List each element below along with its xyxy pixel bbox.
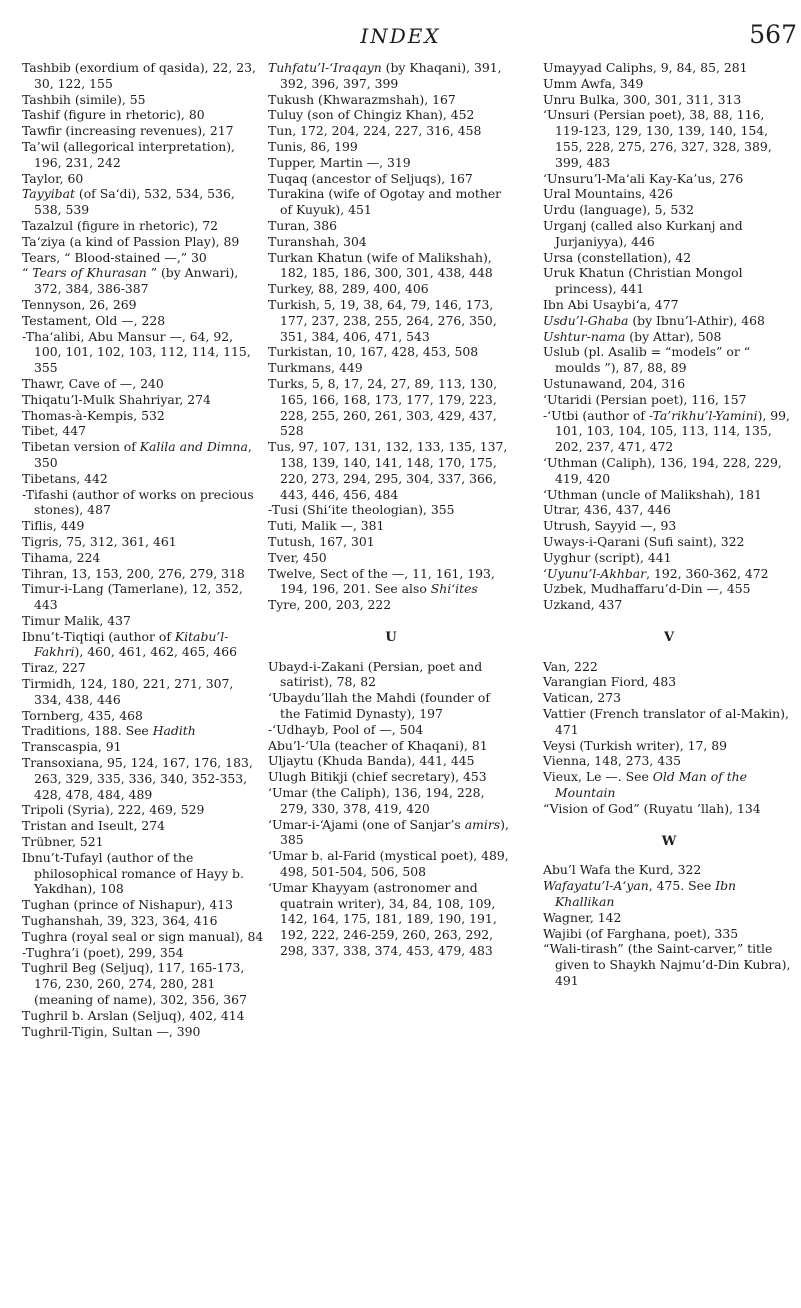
index-entry: [22, 123, 264, 139]
index-entry: [22, 518, 264, 534]
index-entry-text: Urdu (language), 5, 532: [543, 202, 695, 218]
index-entry-text: Tiflis, 449: [22, 518, 85, 534]
index-entry: [22, 629, 264, 661]
index-entry: [22, 186, 264, 218]
index-entry: [22, 581, 264, 613]
index-column-1: [22, 60, 264, 1039]
index-entry-text: Tutush, 167, 301: [268, 533, 375, 549]
index-entry: [22, 139, 264, 171]
index-entry-text: Thiqatu’l-Mulk Shahriyar, 274: [22, 391, 211, 407]
index-entry: [268, 281, 514, 297]
index-entry: [22, 265, 264, 297]
index-entry-italic: amirs: [464, 816, 501, 832]
index-entry-text: Uslub (pl. Asalib = “models” or “ moulds ”), 87, 88, 89: [543, 344, 751, 376]
index-entry: [22, 834, 264, 850]
index-entry-text: Tornberg, 435, 468: [22, 707, 143, 723]
index-entry: [543, 297, 795, 313]
index-entry: [22, 739, 264, 755]
index-entry-text: Tibetans, 442: [22, 470, 108, 486]
index-entry-text: ), 99, 101, 103, 104, 105, 113, 114, 135, 202, 237, 471, 472: [555, 407, 790, 455]
index-entry-text: Utrush, Sayyid —, 93: [543, 518, 677, 534]
index-entry: [22, 250, 264, 266]
index-entry-text: Turan, 386: [268, 217, 338, 233]
index-entry-text: ‘Umar-i-‘Ajami (one of Sanjar’s: [268, 816, 465, 832]
index-entry: [22, 660, 264, 676]
index-entry: [268, 566, 514, 598]
index-entry: [543, 202, 795, 218]
index-entry: [22, 487, 264, 519]
index-entry-text: ‘Uthman (Caliph), 136, 194, 228, 229, 419, 420: [543, 454, 782, 486]
index-entry-text: Tughanshah, 39, 323, 364, 416: [22, 913, 218, 929]
index-entry-text: Tripoli (Syria), 222, 469, 529: [22, 802, 205, 818]
index-entry: [543, 186, 795, 202]
index-entry: [543, 313, 795, 329]
index-entry: [22, 92, 264, 108]
index-entry: [268, 738, 514, 754]
index-entry-text: Abu’l-‘Ula (teacher of Khaqani), 81: [268, 737, 488, 753]
index-entry: [268, 502, 514, 518]
index-entry-italic: Ibn Khallikan: [555, 878, 737, 910]
index-entry-text: Ustunawand, 204, 316: [543, 375, 686, 391]
index-entry-text: -‘Utbi (author of: [543, 407, 649, 423]
section-letter-w: W: [661, 833, 677, 849]
index-entry-text: (by Attar), 508: [625, 328, 722, 344]
index-entry-text: Traditions, 188. See: [22, 723, 153, 739]
index-entry-text: Tashbih (simile), 55: [22, 91, 146, 107]
index-entry: [22, 60, 264, 92]
index-entry: [22, 234, 264, 250]
index-entry-text: Uruk Khatun (Christian Mongol princess), 441: [543, 265, 743, 297]
index-entry: [268, 753, 514, 769]
index-entry-italic: Old Man of the Mountain: [555, 769, 747, 801]
index-entry: [543, 706, 795, 738]
index-entry: [22, 408, 264, 424]
index-entry-text: Tver, 450: [268, 549, 327, 565]
index-entry-text: Tughril Beg (Seljuq), 117, 165-173, 176, 230, 260, 274, 280, 281 (meaning of name), 302, 356, 367: [22, 960, 247, 1008]
index-entry: [543, 690, 795, 706]
index-entry: [268, 848, 514, 880]
index-entry-text: Ursa (constellation), 42: [543, 249, 692, 265]
index-entry-text: Turkistan, 10, 167, 428, 453, 508: [268, 344, 479, 360]
index-entry-text: Uyghur (script), 441: [543, 549, 672, 565]
index-entry: [22, 107, 264, 123]
index-entry-italic: Tuhfatu’l-‘Iraqayn: [268, 60, 382, 75]
index-entry-text: Tuluy (son of Chingiz Khan), 452: [268, 107, 475, 123]
index-entry-text: Urganj (called also Kurkanj and Jurjaniyya), 446: [543, 217, 743, 249]
index-entry: [22, 960, 264, 1007]
index-entry-italic: Kalila and Dimna: [139, 439, 248, 455]
index-entry: [543, 265, 795, 297]
index-entry: [268, 234, 514, 250]
section-letter-v: V: [663, 629, 675, 645]
index-entry: [543, 392, 795, 408]
index-entry-text: -Tifashi (author of works on precious stones), 487: [22, 486, 254, 518]
index-entry: [543, 76, 795, 92]
index-entry: [543, 862, 795, 878]
index-entry: [543, 941, 795, 988]
index-entry: [543, 171, 795, 187]
index-entry-italic: -Ta’rikhu’l-Yamini: [648, 407, 758, 423]
index-entry-text: Wagner, 142: [543, 909, 622, 925]
index-entry-text: Tihran, 13, 153, 200, 276, 279, 318: [22, 565, 245, 581]
index-entry-text: Taylor, 60: [22, 170, 84, 186]
index-entry: [22, 550, 264, 566]
index-entry: [268, 439, 514, 502]
index-entry-text: Turkish, 5, 19, 38, 64, 79, 146, 173, 177, 237, 238, 255, 264, 276, 350, 351, 384, 406, 471, 543: [268, 296, 497, 344]
index-entry-text: Tennyson, 26, 269: [22, 296, 137, 312]
index-entry: [22, 439, 264, 471]
index-entry: [22, 566, 264, 582]
index-entry: [543, 534, 795, 550]
index-entry-text: Turakina (wife of Ogotay and mother of Kuyuk), 451: [268, 186, 502, 218]
index-entry-text: Vatican, 273: [543, 690, 621, 706]
index-entry-text: Tashbib (exordium of qasida), 22, 23, 30, 122, 155: [22, 60, 256, 91]
index-entry: [543, 518, 795, 534]
index-entry-text: Ulugh Bitikji (chief secretary), 453: [268, 769, 487, 785]
index-entry: [268, 518, 514, 534]
index-entry: [268, 550, 514, 566]
index-entry-text: (by Ibnu’l-Athir), 468: [628, 312, 765, 328]
index-entry: [22, 755, 264, 802]
index-entry-text: ‘Unsuru’l-Ma‘ali Kay-Ka’us, 276: [543, 170, 744, 186]
index-entry-text: Turkan Khatun (wife of Malikshah), 182, 185, 186, 300, 301, 438, 448: [268, 249, 493, 281]
index-entry-text: Tibet, 447: [22, 423, 86, 439]
index-entry: [543, 738, 795, 754]
index-entry-text: , 192, 360-362, 472: [646, 565, 769, 581]
index-entry: [22, 802, 264, 818]
index-entry: [268, 534, 514, 550]
index-entry: [543, 550, 795, 566]
index-entry: [22, 218, 264, 234]
index-entry: [22, 534, 264, 550]
index-entry: [543, 376, 795, 392]
index-entry: [22, 423, 264, 439]
index-entry-text: Umm Awfa, 349: [543, 75, 644, 91]
index-entry-text: Uljaytu (Khuda Banda), 441, 445: [268, 753, 475, 769]
index-entry: [543, 566, 795, 582]
index-entry: [268, 880, 514, 959]
index-entry-text: (by Khaqani), 391, 392, 396, 397, 399: [280, 60, 502, 91]
index-entry-text: -‘Udhayb, Pool of —, 504: [268, 721, 424, 737]
index-entry-text: Tazalzul (figure in rhetoric), 72: [22, 217, 219, 233]
index-entry: [543, 674, 795, 690]
index-entry: [268, 60, 514, 92]
index-entry-text: Tupper, Martin —, 319: [268, 154, 411, 170]
index-entry-text: (of Sa‘di), 532, 534, 536, 538, 539: [34, 186, 235, 218]
index-entry: [268, 659, 514, 691]
index-entry: [268, 171, 514, 187]
index-entry: [22, 392, 264, 408]
index-entry: [22, 850, 264, 897]
index-entry-text: Timur-i-Lang (Tamerlane), 12, 352, 443: [22, 581, 243, 613]
index-entry-text: Tun, 172, 204, 224, 227, 316, 458: [268, 123, 482, 139]
index-entry: [268, 722, 514, 738]
index-entry: [543, 926, 795, 942]
index-entry-text: Tuqaq (ancestor of Seljuqs), 167: [268, 170, 473, 186]
index-entry: [543, 597, 795, 613]
index-entry-text: , 350: [34, 439, 252, 470]
index-entry-text: Tuti, Malik —, 381: [268, 518, 385, 534]
index-entry: [22, 471, 264, 487]
index-entry-text: Tihama, 224: [22, 549, 101, 565]
index-entry: [268, 139, 514, 155]
index-entry-italic: Shi‘ites: [430, 581, 478, 597]
index-entry-text: Umayyad Caliphs, 9, 84, 85, 281: [543, 60, 748, 75]
index-entry-text: Wajibi (of Farghana, poet), 335: [543, 925, 739, 941]
index-entry: [543, 502, 795, 518]
index-entry: [22, 297, 264, 313]
index-entry-italic: Tayyibat: [22, 186, 75, 202]
index-entry: [268, 817, 514, 849]
index-entry: [543, 487, 795, 503]
index-entry-italic: Usdu’l-Ghaba: [543, 312, 629, 328]
index-entry-text: Unru Bulka, 300, 301, 311, 313: [543, 91, 742, 107]
index-entry-text: Turkmans, 449: [268, 360, 363, 376]
index-entry: [22, 376, 264, 392]
index-entry: [22, 913, 264, 929]
index-entry: [268, 92, 514, 108]
index-entry-text: “Vision of God” (Ruyatu ’llah), 134: [543, 800, 761, 816]
index-entry: [22, 945, 264, 961]
index-entry: [543, 329, 795, 345]
index-entry-text: Uzkand, 437: [543, 597, 623, 613]
index-entry-text: Tughra (royal seal or sign manual), 84: [22, 928, 264, 944]
index-entry: [22, 897, 264, 913]
index-entry: [22, 929, 264, 945]
index-entry: [268, 186, 514, 218]
index-entry: [543, 753, 795, 769]
index-entry-text: Transcaspia, 91: [22, 739, 122, 755]
index-entry: [543, 107, 795, 170]
index-entry: [22, 613, 264, 629]
index-entry: [268, 769, 514, 785]
index-entry: [268, 690, 514, 722]
index-entry-italic: Wafayatu’l-A‘yan: [543, 878, 649, 894]
index-entry-text: “: [22, 265, 33, 281]
index-column-2: [268, 60, 514, 959]
index-entry-text: Tirmidh, 124, 180, 221, 271, 307, 334, 438, 446: [22, 676, 234, 707]
index-entry: [22, 723, 264, 739]
index-entry-text: ” (by Anwari), 372, 384, 386-387: [34, 265, 239, 297]
index-entry-text: Varangian Fiord, 483: [543, 674, 677, 690]
index-entry-text: Turanshah, 304: [268, 233, 367, 249]
running-title: INDEX: [360, 24, 441, 48]
index-entry-italic: Ushtur-nama: [543, 328, 626, 344]
index-entry-text: Tughan (prince of Nishapur), 413: [22, 897, 234, 913]
index-entry-text: Tristan and Iseult, 274: [22, 818, 166, 834]
index-entry-text: Turkey, 88, 289, 400, 406: [268, 281, 429, 297]
index-entry-text: Trübner, 521: [22, 834, 104, 850]
index-entry: [268, 785, 514, 817]
index-entry: [543, 581, 795, 597]
index-entry-text: Ibnu’t-Tufayl (author of the philosophical romance of Hayy b. Yakdhan), 108: [22, 849, 244, 897]
index-entry: [22, 1024, 264, 1040]
index-entry-text: Utrar, 436, 437, 446: [543, 502, 671, 518]
section-letter-u: U: [385, 629, 397, 645]
index-entry-text: ‘Unsuri (Persian poet), 38, 88, 116, 119-123, 129, 130, 139, 140, 154, 155, 228, 275, 276, 327, 328, 389, 399, 483: [543, 107, 772, 170]
index-entry: [268, 344, 514, 360]
index-entry-text: Ta’wil (allegorical interpretation), 196, 231, 242: [22, 138, 235, 170]
index-entry: [543, 455, 795, 487]
index-entry: [22, 1008, 264, 1024]
index-entry: [22, 329, 264, 376]
index-entry-text: , 475. See: [648, 878, 716, 894]
index-entry: [543, 878, 795, 910]
index-entry: [543, 769, 795, 801]
index-entry-text: Tyre, 200, 203, 222: [268, 597, 392, 613]
index-entry-text: Thomas-à-Kempis, 532: [22, 407, 165, 423]
index-entry-text: Ibnu’t-Tiqtiqi (author of: [22, 628, 175, 644]
index-entry: [543, 250, 795, 266]
index-entry-text: Turks, 5, 8, 17, 24, 27, 89, 113, 130, 165, 166, 168, 173, 177, 179, 223, 228, 255, 260, 261, 303, 429, 437, 528: [268, 375, 498, 439]
index-entry-italic: ‘Uyunu’l-Akhbar: [543, 565, 647, 581]
index-entry-text: Uways-i-Qarani (Sufi saint), 322: [543, 533, 745, 549]
index-entry: [268, 360, 514, 376]
index-entry-text: Tashif (figure in rhetoric), 80: [22, 107, 205, 123]
index-entry: [22, 708, 264, 724]
index-entry-text: Tiraz, 227: [22, 660, 86, 676]
index-entry-text: ‘Umar Khayyam (astronomer and quatrain writer), 34, 84, 108, 109, 142, 164, 175, 181, 189, 190, 191, 192, 222, 246-259, 260, 263, 292, 298, 337, 338, 374, 453, 479, 483: [268, 879, 497, 959]
index-entry: [22, 676, 264, 708]
index-entry-text: ‘Utaridi (Persian poet), 116, 157: [543, 391, 747, 407]
page-number: 567: [749, 20, 797, 49]
index-entry: [268, 218, 514, 234]
index-column-3: [543, 60, 795, 989]
index-entry-text: Ta‘ziya (a kind of Passion Play), 89: [22, 233, 240, 249]
index-entry-text: Vieux, Le —. See: [543, 769, 653, 785]
index-entry-text: Transoxiana, 95, 124, 167, 176, 183, 263, 329, 335, 336, 340, 352-353, 428, 478, 484, 489: [22, 755, 253, 802]
index-entry-text: Testament, Old —, 228: [22, 312, 166, 328]
index-entry: [268, 123, 514, 139]
index-entry: [22, 818, 264, 834]
index-entry: [543, 801, 795, 817]
index-entry-text: Tunis, 86, 199: [268, 138, 358, 154]
index-entry-text: Van, 222: [543, 658, 598, 674]
index-entry: [543, 659, 795, 675]
index-entry: [543, 910, 795, 926]
index-entry: [268, 376, 514, 439]
index-entry-text: ), 385: [280, 816, 509, 848]
index-entry-text: Tears, “ Blood-stained —,” 30: [22, 249, 207, 265]
index-entry: [22, 313, 264, 329]
index-entry: [543, 60, 795, 76]
index-entry-text: ‘Umar b. al-Farid (mystical poet), 489, 498, 501-504, 506, 508: [268, 848, 509, 880]
index-entry-text: ), 460, 461, 462, 465, 466: [74, 644, 238, 660]
index-entry-text: Tughril-Tigin, Sultan —, 390: [22, 1023, 201, 1039]
index-entry-text: -Tusi (Shi‘ite theologian), 355: [268, 502, 455, 518]
index-entry-italic: Tears of Khurasan: [32, 265, 147, 281]
index-entry-text: ‘Umar (the Caliph), 136, 194, 228, 279, 330, 378, 419, 420: [268, 785, 485, 816]
index-entry-text: Uzbek, Mudhaffaru’d-Din —, 455: [543, 581, 751, 597]
index-entry-text: Vienna, 148, 273, 435: [543, 753, 681, 769]
index-entry-text: Thawr, Cave of —, 240: [22, 375, 164, 391]
index-entry: [268, 250, 514, 282]
index-entry: [268, 107, 514, 123]
index-entry: [268, 597, 514, 613]
index-entry-text: Tigris, 75, 312, 361, 461: [22, 533, 177, 549]
index-entry: [22, 171, 264, 187]
index-entry: [543, 408, 795, 455]
index-entry-text: Veysi (Turkish writer), 17, 89: [543, 737, 728, 753]
index-entry-text: -Tha‘alibi, Abu Mansur —, 64, 92, 100, 101, 102, 103, 112, 114, 115, 355: [22, 328, 251, 376]
index-entry-text: Vattier (French translator of al-Makin), 471: [543, 706, 789, 737]
index-entry-text: “Wali-tirash” (the Saint-carver,” title given to Shaykh Najmu’d-Din Kubra), 491: [543, 941, 791, 989]
index-entry: [268, 297, 514, 344]
index-entry-text: ‘Uthman (uncle of Malikshah), 181: [543, 486, 762, 502]
index-entry: [268, 155, 514, 171]
index-entry-text: Abu’l Wafa the Kurd, 322: [543, 862, 702, 878]
index-entry-text: Tawfir (increasing revenues), 217: [22, 123, 234, 139]
index-entry: [543, 218, 795, 250]
index-entry-italic: Kitabu’l-Fakhri: [34, 628, 229, 660]
index-entry: [543, 344, 795, 376]
index-entry-text: Tibetan version of: [22, 439, 140, 455]
index-entry-text: -Tughra’i (poet), 299, 354: [22, 944, 184, 960]
index-entry-text: ‘Ubaydu’llah the Mahdi (founder of the Fatimid Dynasty), 197: [268, 690, 490, 722]
index-entry-text: Tus, 97, 107, 131, 132, 133, 135, 137, 138, 139, 140, 141, 148, 170, 175, 220, 273, 294, 295, 304, 337, 366, 443, 446, 456, 484: [268, 439, 508, 502]
index-entry-text: Ibn Abi Usaybi‘a, 477: [543, 296, 679, 312]
index-entry: [543, 92, 795, 108]
index-entry-text: Timur Malik, 437: [22, 612, 131, 628]
index-entry-italic: Hadith: [152, 723, 196, 739]
index-entry-text: Twelve, Sect of the —, 11, 161, 193, 194, 196, 201. See also: [268, 565, 495, 597]
index-entry-text: Ubayd-i-Zakani (Persian, poet and satirist), 78, 82: [268, 658, 483, 690]
index-entry-text: Ural Mountains, 426: [543, 186, 673, 202]
index-entry-text: Tughril b. Arslan (Seljuq), 402, 414: [22, 1007, 245, 1023]
index-entry-text: Tukush (Khwarazmshah), 167: [268, 91, 456, 107]
